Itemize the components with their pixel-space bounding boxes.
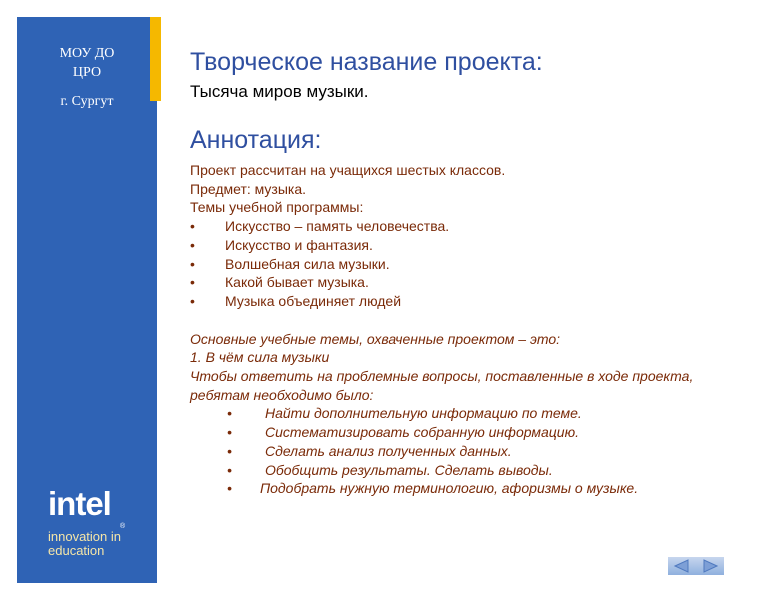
org-line-1: МОУ ДО	[59, 46, 115, 61]
logo-word: intel	[48, 485, 111, 522]
slide-navigation	[668, 557, 724, 575]
list-item: • Музыка объединяет людей	[190, 292, 750, 311]
list-item: • Искусство и фантазия.	[190, 236, 750, 255]
annotation-intro: Проект рассчитан на учащихся шестых классов.	[190, 162, 506, 178]
organization-block	[17, 44, 157, 111]
topics-list	[190, 217, 750, 311]
org-city: г. Сургут	[60, 94, 114, 109]
list-item: • Искусство – память человечества.	[190, 217, 750, 236]
logo-wordmark	[48, 485, 153, 530]
project-name: Тысяча миров музыки.	[190, 82, 369, 101]
list-item: • Какой бывает музыка.	[190, 273, 750, 292]
list-item: • Подобрать нужную терминологию, афоризмы о музыке.	[190, 479, 750, 498]
logo-tagline-line-1: innovation in	[48, 529, 121, 544]
goal-text: Чтобы ответить на проблемные вопросы, поставленные в ходе проекта, ребятам необходимо было:	[190, 368, 694, 403]
tasks-list	[190, 404, 750, 498]
org-line-2: ЦРО	[72, 65, 102, 80]
list-item: • Сделать анализ полученных данных.	[190, 442, 750, 461]
main-topics-label: Основные учебные темы, охваченные проектом – это:	[190, 330, 561, 347]
arrow-right-icon	[701, 559, 719, 573]
next-slide-button[interactable]	[696, 557, 724, 575]
list-item: • Обобщить результаты. Сделать выводы.	[190, 461, 750, 480]
logo-tagline-line-2: education	[48, 543, 105, 558]
annotation-body	[190, 161, 750, 498]
previous-slide-button[interactable]	[668, 557, 696, 575]
annotation-subject: Предмет: музыка.	[190, 180, 307, 197]
page-title: Творческое название проекта:	[190, 48, 543, 76]
logo-registered-mark: ®	[120, 523, 125, 530]
logo-tagline	[48, 530, 153, 558]
intel-logo	[48, 486, 153, 558]
list-item: • Найти дополнительную информацию по теме.	[190, 404, 750, 423]
arrow-left-icon	[673, 559, 691, 573]
topics-label: Темы учебной программы:	[190, 199, 364, 216]
annotation-heading: Аннотация:	[190, 126, 322, 154]
list-item: • Систематизировать собранную информацию.	[190, 423, 750, 442]
list-item: • Волшебная сила музыки.	[190, 255, 750, 274]
topic-1: 1. В чём сила музыки	[190, 349, 330, 366]
